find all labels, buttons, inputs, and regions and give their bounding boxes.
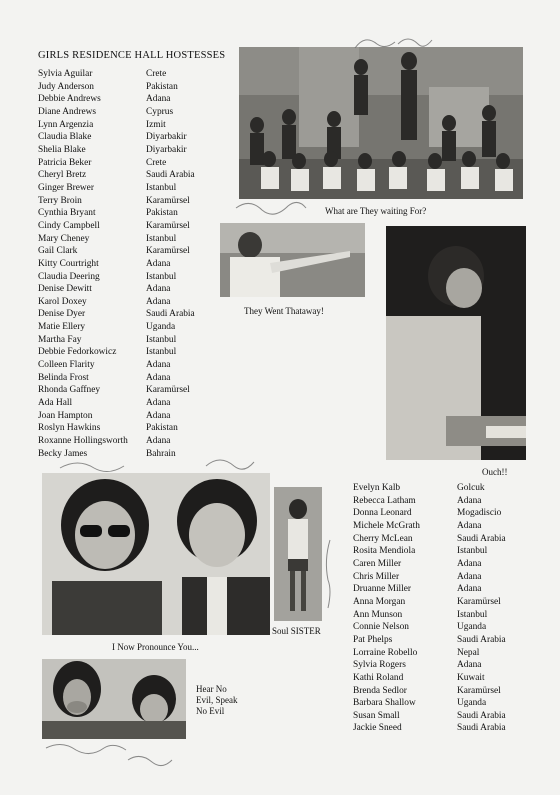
hostess-row (38, 384, 195, 397)
hostess-row (38, 271, 195, 284)
hostess-hometown: Saudi Arabia (457, 533, 506, 544)
hostess-row (353, 710, 506, 723)
hostess-hometown: Adana (146, 296, 171, 307)
hostess-row (38, 157, 195, 170)
hostess-name: Kitty Courtright (38, 258, 99, 269)
soul-sister-photo (274, 487, 322, 621)
hostess-name: Cherry McLean (353, 533, 413, 544)
hostess-row (38, 422, 195, 435)
hostess-hometown: Istanbul (146, 233, 177, 244)
hostess-list-left (38, 68, 195, 460)
hostess-hometown: Adana (457, 520, 482, 531)
hostess-hometown: Uganda (146, 322, 176, 333)
hostess-name: Cindy Campbell (38, 220, 100, 231)
hostess-name: Donna Leonard (353, 508, 412, 519)
hostess-hometown: Bahrain (146, 448, 176, 459)
hostess-hometown: Golcuk (457, 483, 485, 493)
hostess-name: Pat Phelps (353, 634, 393, 645)
hostess-row (353, 722, 506, 735)
hostess-name: Susan Small (353, 710, 400, 721)
hostess-row (38, 131, 195, 144)
hostess-name: Rosita Mendiola (353, 546, 416, 557)
hostess-hometown: Istanbul (146, 347, 177, 358)
hostess-hometown: Adana (457, 558, 482, 569)
hostess-row (38, 346, 195, 359)
hostess-hometown: Uganda (457, 698, 487, 709)
hostess-row (38, 106, 195, 119)
hostess-name: Cynthia Bryant (38, 208, 96, 219)
hostess-row (353, 621, 506, 634)
hostess-name: Roxanne Hollingsworth (38, 436, 128, 447)
hostess-name: Kathi Roland (353, 672, 404, 683)
hostess-row (38, 68, 195, 81)
hostess-hometown: Saudi Arabia (457, 634, 506, 645)
soul-sister-caption: Soul SISTER (272, 626, 321, 636)
hostess-row (353, 647, 506, 660)
hostess-hometown: Karamürsel (146, 246, 190, 257)
piano-photo (386, 226, 526, 460)
hostess-row (38, 144, 195, 157)
hostess-row (38, 245, 195, 258)
hostess-name: Colleen Flarity (38, 360, 95, 371)
hostess-row (353, 697, 506, 710)
pointing-photo (220, 223, 365, 297)
hostess-hometown: Karamürsel (457, 596, 501, 607)
hostess-hometown: Adana (146, 410, 171, 421)
hostess-name: Claudia Blake (38, 132, 92, 143)
piano-photo-caption: Ouch!! (482, 467, 508, 477)
hostess-name: Belinda Frost (38, 372, 89, 383)
hostess-hometown: Diyarbakir (146, 144, 187, 155)
hostess-row (38, 207, 195, 220)
hostess-name: Ann Munson (353, 609, 403, 620)
hostess-name: Shelia Blake (38, 144, 86, 155)
hostess-row (38, 233, 195, 246)
hostess-row (353, 571, 506, 584)
hostess-hometown: Saudi Arabia (457, 710, 506, 721)
hostess-hometown: Cyprus (146, 106, 174, 117)
group-photo (239, 47, 523, 199)
hostess-hometown: Kuwait (457, 672, 485, 683)
hostess-name: Ada Hall (38, 398, 73, 409)
hostess-row (353, 507, 506, 520)
hostess-name: Joan Hampton (38, 410, 93, 421)
hostess-row (353, 533, 506, 546)
hostess-name: Connie Nelson (353, 622, 409, 633)
hostess-hometown: Mogadiscio (457, 508, 502, 519)
hostess-name: Druanne Miller (353, 584, 412, 595)
hostess-row (38, 220, 195, 233)
hostess-row (38, 119, 195, 132)
hostess-row (353, 545, 506, 558)
hostess-hometown: Adana (146, 94, 171, 105)
hostess-name: Terry Broin (38, 195, 82, 206)
hostess-row (38, 397, 195, 410)
hostess-name: Sylvia Aguilar (38, 69, 93, 79)
hostess-hometown: Adana (146, 398, 171, 409)
hostess-row (38, 372, 195, 385)
hostess-name: Caren Miller (353, 558, 402, 569)
hostess-name: Judy Anderson (38, 81, 94, 92)
hostess-name: Sylvia Rogers (353, 660, 406, 671)
hostess-hometown: Istanbul (457, 546, 488, 557)
hostess-name: Lorraine Robello (353, 647, 418, 658)
hostess-row (38, 195, 195, 208)
hostess-hometown: Pakistan (146, 423, 178, 434)
hostess-name: Diane Andrews (38, 106, 97, 117)
hostess-hometown: Istanbul (457, 609, 488, 620)
hostess-hometown: Saudi Arabia (146, 170, 195, 181)
hostess-row (38, 321, 195, 334)
hostess-hometown: Pakistan (146, 208, 178, 219)
hostess-hometown: Karamürsel (146, 195, 190, 206)
hostess-row (353, 672, 506, 685)
hostess-name: Barbara Shallow (353, 698, 416, 709)
hostess-list-right (353, 482, 506, 735)
hostess-row (353, 609, 506, 622)
hostess-name: Martha Fay (38, 334, 82, 345)
hostess-hometown: Karamürsel (146, 385, 190, 396)
group-photo-caption: What are They waiting For? (325, 206, 427, 216)
page-title: GIRLS RESIDENCE HALL HOSTESSES (38, 50, 226, 61)
hostess-hometown: Uganda (457, 622, 487, 633)
hostess-hometown: Adana (457, 660, 482, 671)
hostess-hometown: Crete (146, 157, 167, 168)
hostess-name: Evelyn Kalb (353, 483, 401, 493)
hostess-hometown: Izmit (146, 119, 166, 130)
hear-no-evil-photo (42, 659, 186, 739)
hostess-hometown: Adana (146, 360, 171, 371)
hostess-name: Claudia Deering (38, 271, 100, 282)
hostess-name: Michele McGrath (353, 520, 420, 531)
hostess-hometown: Crete (146, 69, 167, 79)
hostess-name: Patricia Beker (38, 157, 92, 168)
hostess-hometown: Adana (146, 436, 171, 447)
hostess-name: Karol Doxey (38, 296, 87, 307)
hostess-hometown: Adana (457, 495, 482, 506)
hostess-name: Matie Ellery (38, 322, 86, 333)
hostess-name: Denise Dyer (38, 309, 86, 320)
hostess-row (38, 308, 195, 321)
hear-no-evil-caption: Hear No Evil, Speak No Evil (196, 684, 238, 716)
pronounce-photo-caption: I Now Pronounce You... (112, 642, 199, 652)
hostess-name: Lynn Argenzia (38, 119, 94, 130)
hostess-hometown: Saudi Arabia (146, 309, 195, 320)
hostess-row (38, 359, 195, 372)
hostess-row (38, 435, 195, 448)
hostess-row (38, 81, 195, 94)
hostess-hometown: Istanbul (146, 334, 177, 345)
hostess-hometown: Istanbul (146, 182, 177, 193)
hostess-name: Mary Cheney (38, 233, 90, 244)
hostess-row (353, 596, 506, 609)
hostess-hometown: Adana (146, 284, 171, 295)
hostess-row (38, 258, 195, 271)
hostess-hometown: Adana (146, 372, 171, 383)
hostess-row (38, 334, 195, 347)
hostess-hometown: Saudi Arabia (457, 723, 506, 734)
hostess-row (353, 634, 506, 647)
hostess-hometown: Adana (457, 571, 482, 582)
hostess-name: Anna Morgan (353, 596, 406, 607)
hostess-hometown: Karamürsel (146, 220, 190, 231)
hostess-name: Becky James (38, 448, 88, 459)
hostess-row (353, 583, 506, 596)
hostess-name: Debbie Andrews (38, 94, 101, 105)
hostess-name: Roslyn Hawkins (38, 423, 101, 434)
pronounce-photo (42, 473, 270, 635)
hostess-name: Brenda Sedlor (353, 685, 407, 696)
hostess-row (353, 482, 506, 495)
hostess-name: Gail Clark (38, 246, 78, 257)
hostess-row (38, 283, 195, 296)
pointing-photo-caption: They Went Thataway! (244, 306, 324, 316)
hostess-row (353, 520, 506, 533)
hostess-hometown: Karamürsel (457, 685, 501, 696)
hostess-hometown: Adana (146, 258, 171, 269)
hostess-name: Cheryl Bretz (38, 170, 87, 181)
hostess-hometown: Nepal (457, 647, 480, 658)
hostess-row (353, 685, 506, 698)
hostess-hometown: Adana (457, 584, 482, 595)
hostess-hometown: Pakistan (146, 81, 178, 92)
hostess-hometown: Diyarbakir (146, 132, 187, 143)
hostess-name: Debbie Fedorkowicz (38, 347, 117, 358)
hostess-name: Chris Miller (353, 571, 400, 582)
hostess-hometown: Istanbul (146, 271, 177, 282)
hostess-row (353, 558, 506, 571)
hostess-row (353, 495, 506, 508)
hostess-name: Rhonda Gaffney (38, 385, 101, 396)
hostess-row (38, 182, 195, 195)
hostess-name: Ginger Brewer (38, 182, 94, 193)
hostess-row (38, 169, 195, 182)
hostess-row (353, 659, 506, 672)
hostess-name: Jackie Sneed (353, 723, 402, 734)
hostess-row (38, 448, 195, 461)
hostess-row (38, 93, 195, 106)
hostess-name: Rebecca Latham (353, 495, 416, 506)
hostess-row (38, 410, 195, 423)
hostess-row (38, 296, 195, 309)
hostess-name: Denise Dewitt (38, 284, 92, 295)
